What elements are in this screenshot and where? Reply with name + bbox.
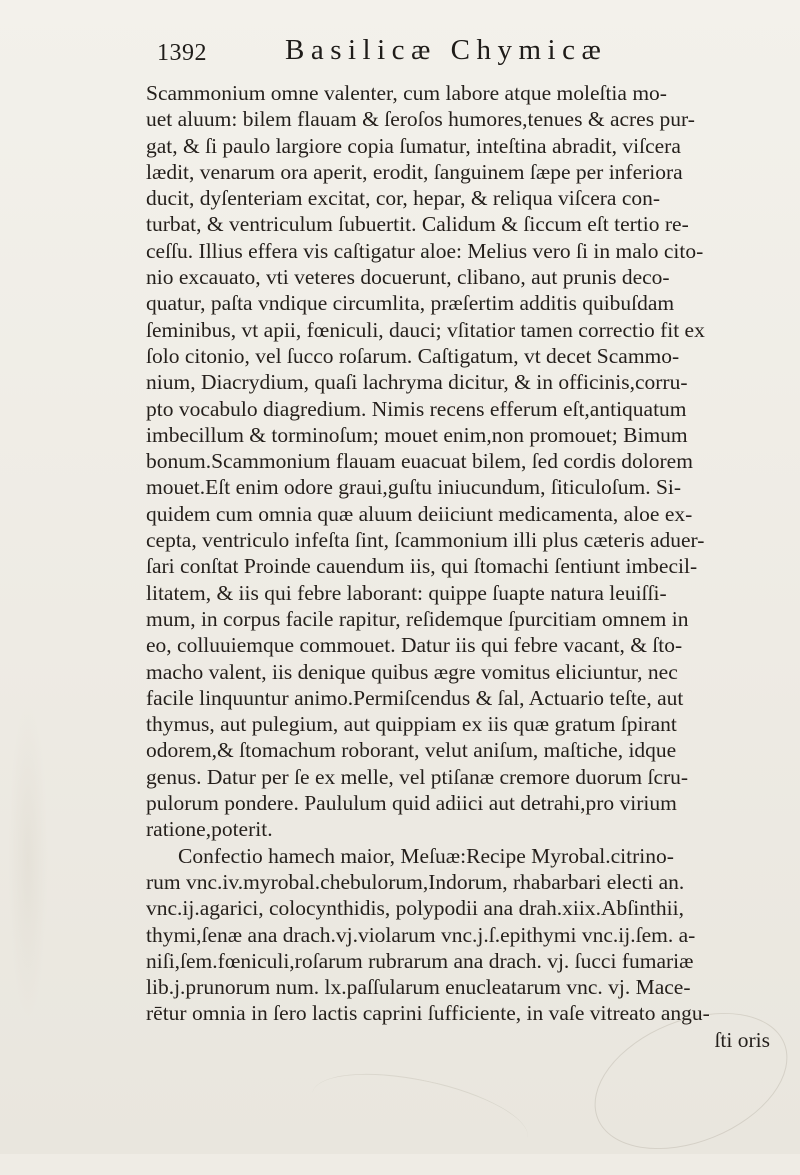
text-line: pulorum pondere. Paululum quid adiici aut detrahi,pro virium [146,791,677,816]
text-line: ceſſu. Illius effera vis caſtigatur aloe: Melius vero ſi in malo cito- [146,238,704,263]
catchword: ſti oris [714,1027,770,1052]
recipe-line: vnc.ij.agarici, colocynthidis, polypodii ana drah.xiix.Abſinthii, [146,896,684,921]
text-line: quatur, paſta vndique circumlita, præſertim additis quibuſdam [146,291,675,316]
text-line: litatem, & iis qui febre laborant: quippe ſuapte natura leuiſſi- [146,580,667,605]
text-line: lædit, venarum ora aperit, erodit, ſanguinem ſæpe per inferiora [146,159,683,184]
text-line: ſari conſtat Proinde cauendum iis, qui ſtomachi ſentiunt imbecil- [146,554,698,579]
text-line: quidem cum omnia quæ aluum deiiciunt medicamenta, aloe ex- [146,501,693,526]
main-text [146,80,774,1053]
text-line: ſeminibus, vt apii, fœniculi, dauci; vſitatior tamen correctio fit ex [146,317,705,342]
recipe-line: Confectio hamech maior, Meſuæ:Recipe Myrobal.citrino- [178,843,674,868]
text-line: ratione,poterit. [146,817,273,842]
text-line: gat, & ſi paulo largiore copia ſumatur, inteſtina abradit, viſcera [146,133,681,158]
text-line: turbat, & ventriculum ſubuertit. Calidum & ſiccum eſt tertio re- [146,212,689,237]
text-line: ducit, dyſenteriam excitat, cor, hepar, & reliqua viſcera con- [146,186,661,211]
text-line: mum, in corpus facile rapitur, reſidemque ſpurcitiam omnem in [146,606,689,631]
recipe-line: niſi,ſem.fœniculi,roſarum rubrarum ana drach. vj. ſucci fumariæ [146,948,694,973]
recipe-line: lib.j.prunorum num. lx.paſſularum enucleatarum vnc. vj. Mace- [146,975,691,1000]
paper-stain [305,1058,535,1173]
text-line: Scammonium omne valenter, cum labore atque moleſtia mo- [146,81,667,105]
recipe-line: rētur omnia in ſero lactis caprini ſufficiente, in vaſe vitreato angu- [146,1001,710,1026]
text-line: cepta, ventriculo infeſta ſint, ſcammonium illi plus cæteris aduer- [146,528,705,553]
text-line: bonum.Scammonium flauam euacuat bilem, ſed cordis dolorem [146,449,693,474]
text-line: nio excauato, vti veteres docuerunt, clibano, aut prunis deco- [146,265,670,290]
text-line: eo, colluuiemque commouet. Datur iis qui febre vacant, & ſto- [146,633,683,658]
text-line: facile linquuntur animo.Permiſcendus & ſal, Actuario teſte, aut [146,685,684,710]
text-line: odorem,& ſtomachum roborant, velut aniſum, maſtiche, idque [146,738,677,763]
text-line: uet aluum: bilem flauam & ſeroſos humores,tenues & acres pur- [146,107,695,132]
page-number: 1392 [157,40,207,66]
text-line: macho valent, iis denique quibus ægre vomitus eliciuntur, nec [146,659,678,684]
text-line: ſolo citonio, vel ſucco roſarum. Caſtigatum, vt decet Scammo- [146,343,680,368]
text-line: pto vocabulo diagredium. Nimis recens efferum eſt,antiquatum [146,396,687,421]
text-line: imbecillum & torminoſum; mouet enim,non promouet; Bimum [146,422,688,447]
paper-stain [8,700,48,1020]
text-line: nium, Diacrydium, quaſi lachryma dicitur, & in officinis,corru- [146,370,688,395]
text-line: mouet.Eſt enim odore graui,guſtu iniucundum, ſiticuloſum. Si- [146,475,682,500]
text-line: thymus, aut pulegium, aut quippiam ex iis quæ gratum ſpirant [146,712,677,737]
text-line: genus. Datur per ſe ex melle, vel ptiſanæ cremore duorum ſcru- [146,764,689,789]
running-head: Basilicæ Chymicæ [285,34,608,66]
page-header [157,34,777,70]
recipe-line: thymi,ſenæ ana drach.vj.violarum vnc.j.ſ.epithymi vnc.ij.ſem. a- [146,922,696,947]
recipe-line: rum vnc.iv.myrobal.chebulorum,Indorum, rhabarbari electi an. [146,869,685,894]
